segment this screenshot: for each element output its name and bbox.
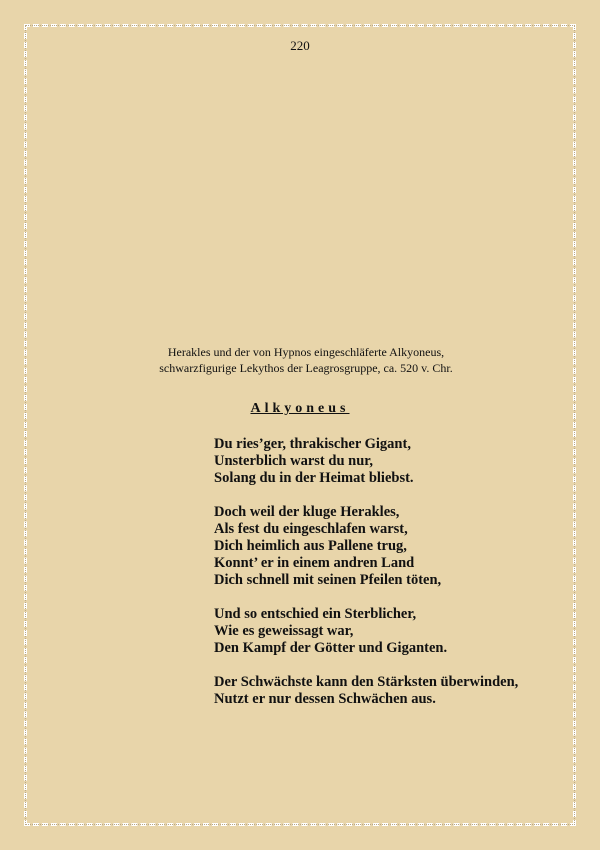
poem-line: Solang du in der Heimat bliebst.	[214, 470, 414, 486]
poem-line: Doch weil der kluge Herakles,	[214, 504, 400, 520]
poem-line: Der Schwächste kann den Stärksten überwinden,	[214, 674, 519, 690]
stanza-4	[214, 674, 554, 708]
poem-line: Nutzt er nur dessen Schwächen aus.	[214, 691, 436, 707]
poem-line: Und so entschied ein Sterblicher,	[214, 606, 417, 622]
poem-line: Unsterblich warst du nur,	[214, 453, 373, 469]
image-caption	[0, 344, 600, 376]
poem-line: Du ries’ger, thrakischer Gigant,	[214, 436, 411, 452]
poem-line: Den Kampf der Götter und Giganten.	[214, 640, 448, 656]
caption-line-2: schwarzfigurige Lekythos der Leagrosgruppe, ca. 520 v. Chr.	[159, 361, 453, 375]
page-number: 220	[290, 38, 310, 53]
caption-line-1: Herakles und der von Hypnos eingeschläferte Alkyoneus,	[167, 345, 445, 359]
poem-line: Dich schnell mit seinen Pfeilen töten,	[214, 572, 442, 588]
poem-line: Wie es geweissagt war,	[214, 623, 354, 639]
poem-line: Als fest du eingeschlafen warst,	[214, 521, 408, 537]
poem-line: Dich heimlich aus Pallene trug,	[214, 538, 407, 554]
stanza-3	[214, 606, 554, 657]
poem-title: Alkyoneus	[250, 401, 350, 416]
poem-line: Konnt’ er in einem andren Land	[214, 555, 415, 571]
stanza-1	[214, 436, 554, 487]
stanza-2	[214, 504, 554, 589]
poem-body	[214, 436, 554, 725]
